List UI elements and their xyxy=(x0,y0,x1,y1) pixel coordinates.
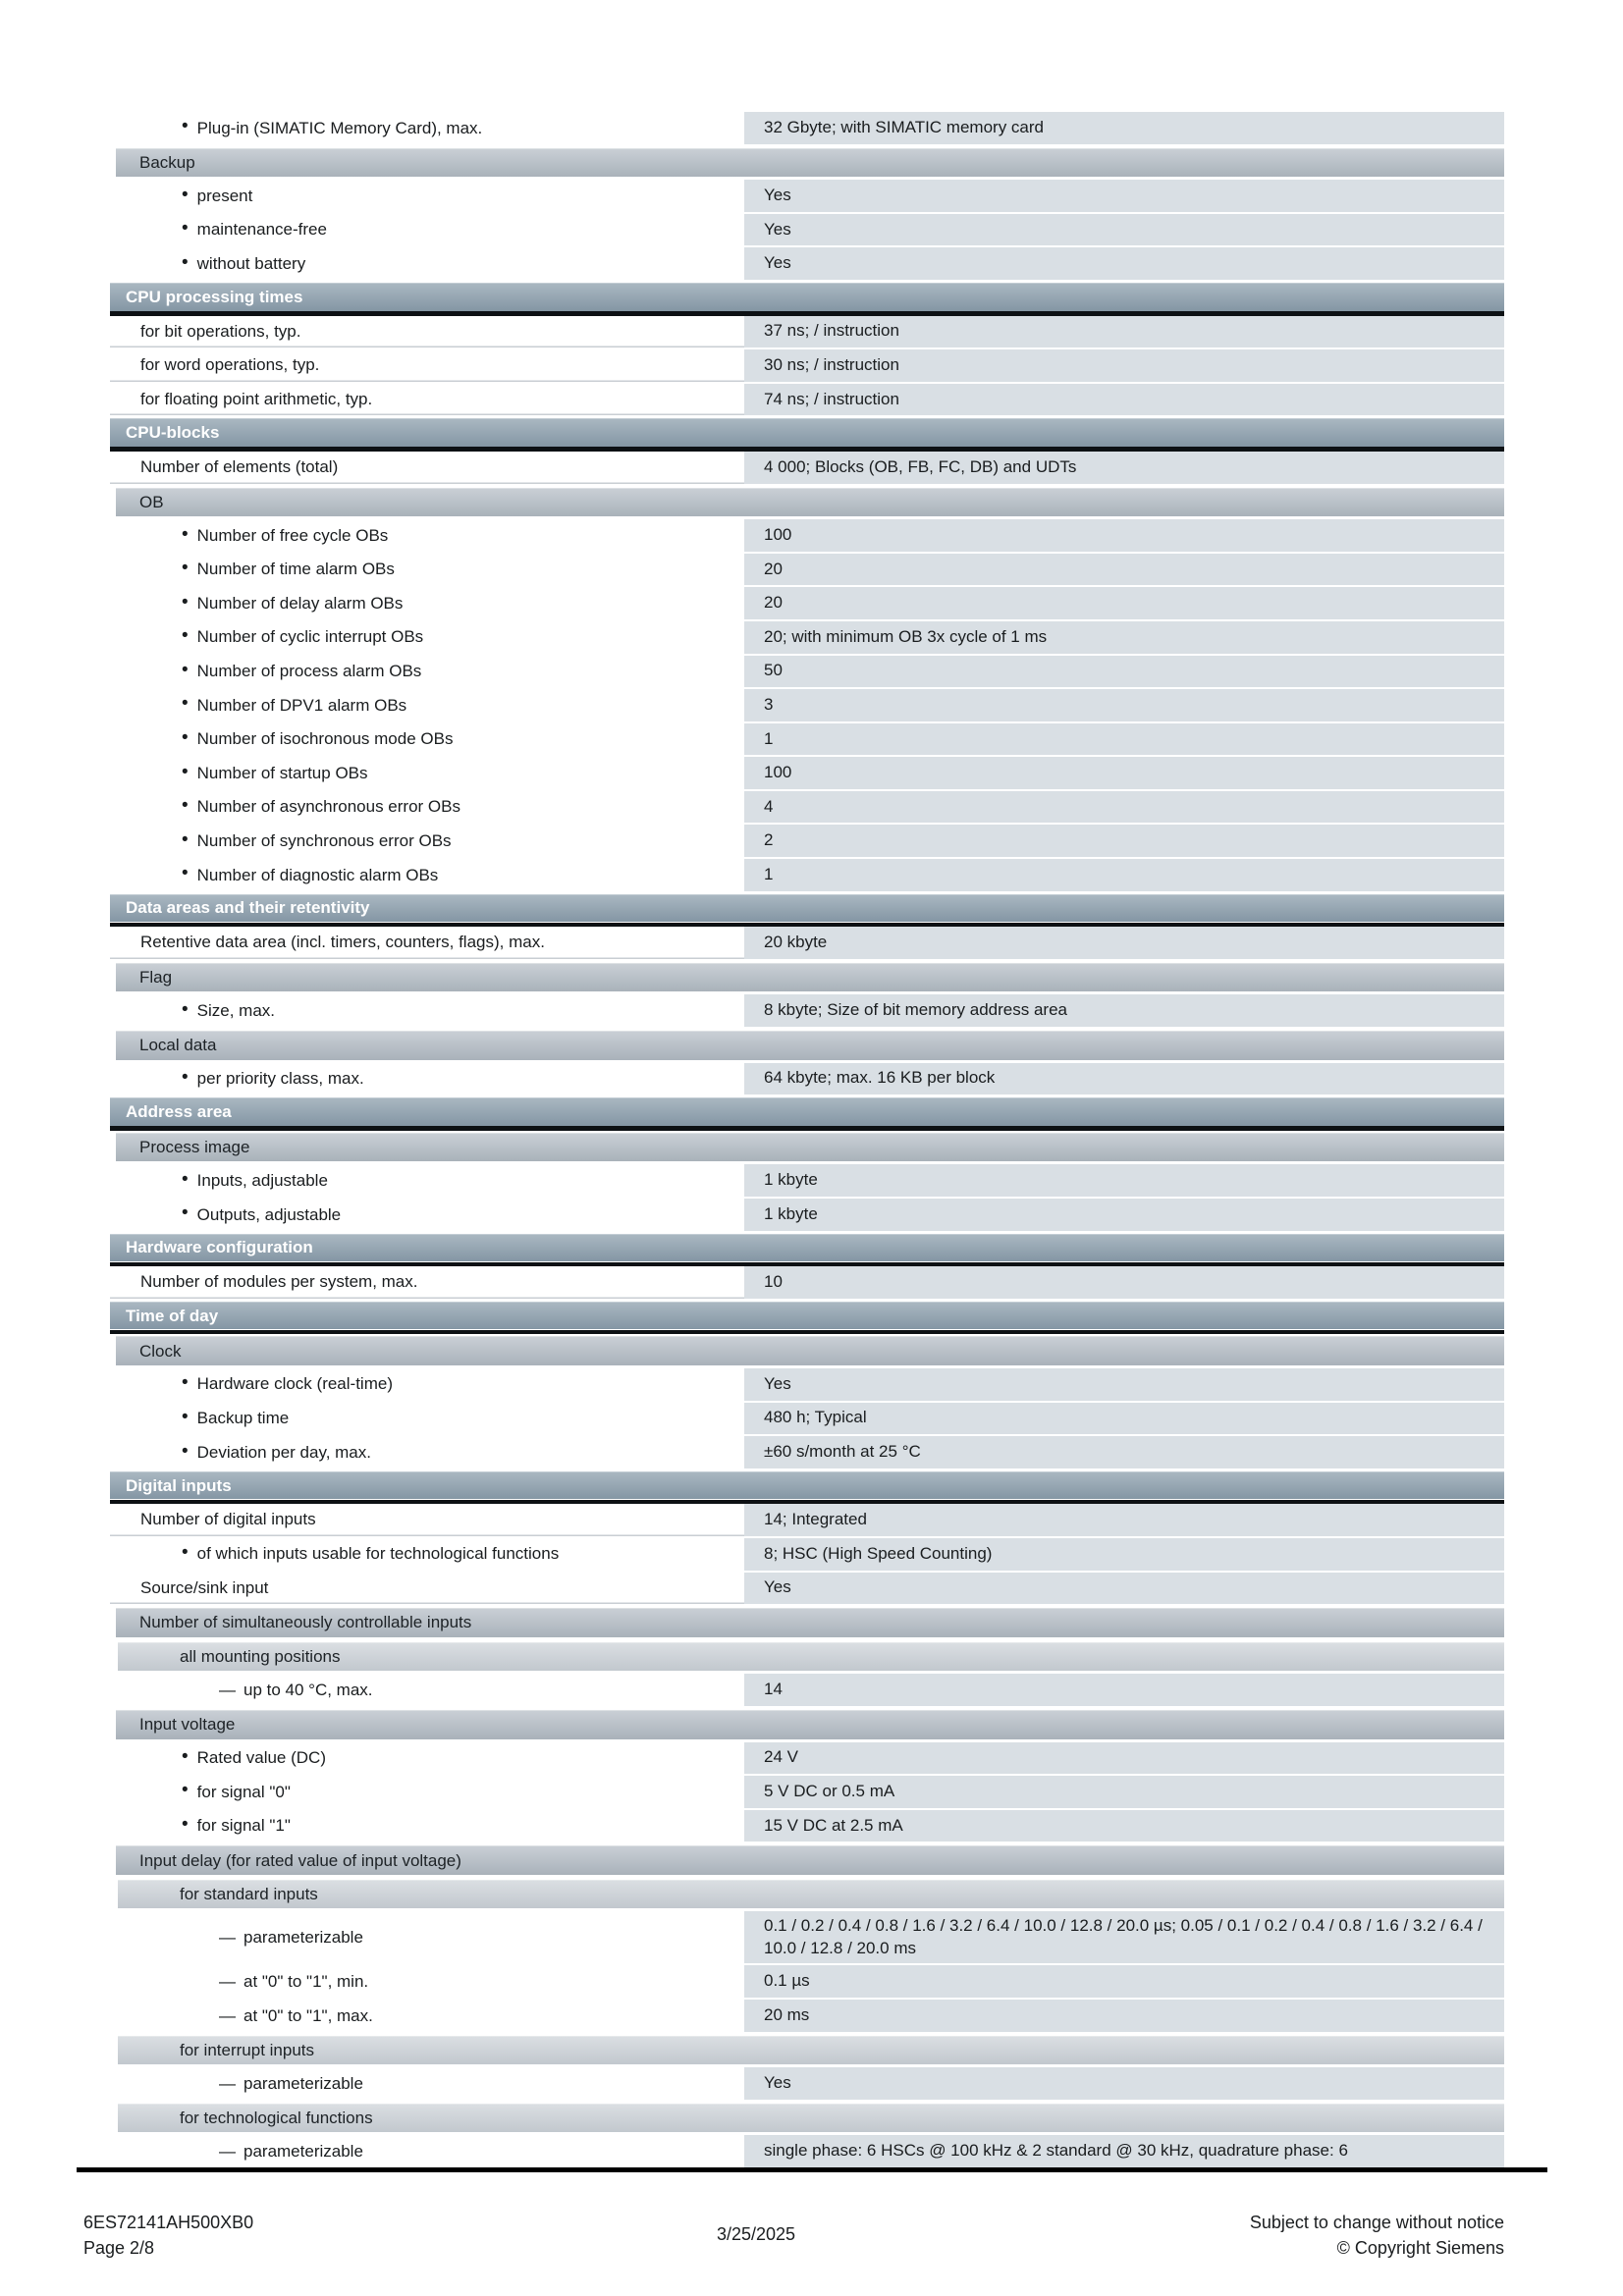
spec-row xyxy=(110,247,1504,282)
spec-row xyxy=(110,1199,1504,1233)
spec-row xyxy=(110,1368,1504,1403)
subsection-header-row xyxy=(110,1640,1504,1675)
spec-label: • Outputs, adjustable xyxy=(110,1199,804,1231)
section-header: Address area xyxy=(110,1097,1504,1126)
spec-value: 1 xyxy=(744,859,1504,891)
spec-row xyxy=(110,554,1504,588)
spec-row xyxy=(110,452,1504,486)
spec-label: • Backup time xyxy=(110,1403,804,1435)
spec-label: for floating point arithmetic, typ. xyxy=(110,384,763,416)
spec-row xyxy=(110,1911,1504,1965)
spec-value: 1 xyxy=(744,723,1504,756)
spec-row xyxy=(110,1063,1504,1097)
spec-label: • without battery xyxy=(110,247,804,280)
spec-value: 74 ns; / instruction xyxy=(744,384,1504,416)
spec-label: • Size, max. xyxy=(110,994,804,1027)
spec-row xyxy=(110,2000,1504,2034)
spec-label: Number of modules per system, max. xyxy=(110,1266,763,1299)
spec-row xyxy=(110,621,1504,656)
spec-value: 480 h; Typical xyxy=(744,1403,1504,1435)
subsection-header-row xyxy=(110,2034,1504,2068)
subsection-header: Clock xyxy=(116,1336,1504,1365)
spec-row xyxy=(110,1436,1504,1470)
spec-row xyxy=(110,214,1504,248)
spec-value: 24 V xyxy=(744,1742,1504,1775)
spec-value: 14; Integrated xyxy=(744,1504,1504,1536)
spec-label: — parameterizable xyxy=(110,2135,841,2167)
spec-row xyxy=(110,791,1504,826)
spec-row xyxy=(110,349,1504,384)
section-header: Data areas and their retentivity xyxy=(110,894,1504,923)
subsection-header: Input voltage xyxy=(116,1710,1504,1739)
spec-label: — at "0" to "1", max. xyxy=(110,2000,841,2032)
spec-value: single phase: 6 HSCs @ 100 kHz & 2 standard @ 30 kHz, quadrature phase: 6 xyxy=(744,2135,1504,2167)
spec-row xyxy=(110,1742,1504,1777)
subsection-header-row xyxy=(110,1029,1504,1063)
spec-value: 8; HSC (High Speed Counting) xyxy=(744,1538,1504,1571)
spec-row xyxy=(110,519,1504,554)
footer-date: 3/25/2025 xyxy=(716,2224,796,2244)
spec-label: • for signal "0" xyxy=(110,1776,804,1808)
spec-row xyxy=(110,112,1504,146)
spec-row xyxy=(110,587,1504,621)
spec-label: • Number of isochronous mode OBs xyxy=(110,723,804,756)
subsection-header: Local data xyxy=(116,1031,1504,1060)
spec-label: • Inputs, adjustable xyxy=(110,1164,804,1197)
subsection-header: Flag xyxy=(116,963,1504,992)
subsection-header-row xyxy=(110,486,1504,520)
spec-row xyxy=(110,2067,1504,2102)
subsection-header-row xyxy=(110,961,1504,995)
spec-value: 8 kbyte; Size of bit memory address area xyxy=(744,994,1504,1027)
spec-label: Retentive data area (incl. timers, counters, flags), max. xyxy=(110,927,763,959)
spec-row xyxy=(110,2135,1504,2169)
footer-page-number: Page 2/8 xyxy=(83,2238,155,2258)
spec-value: 5 V DC or 0.5 mA xyxy=(744,1776,1504,1808)
subsection-header-row xyxy=(110,146,1504,181)
spec-row xyxy=(110,1266,1504,1301)
spec-label: — parameterizable xyxy=(110,1911,841,1963)
spec-value: Yes xyxy=(744,1368,1504,1401)
spec-table xyxy=(110,112,1504,2171)
spec-row xyxy=(110,316,1504,350)
spec-row xyxy=(110,1674,1504,1708)
subsection-header: for interrupt inputs xyxy=(118,2036,1504,2065)
spec-value: 20 xyxy=(744,554,1504,586)
spec-value: ±60 s/month at 25 °C xyxy=(744,1436,1504,1468)
spec-row xyxy=(110,1810,1504,1844)
section-header-row xyxy=(110,417,1504,452)
spec-value: 1 kbyte xyxy=(744,1199,1504,1231)
spec-value: 10 xyxy=(744,1266,1504,1299)
spec-row xyxy=(110,994,1504,1029)
spec-row xyxy=(110,723,1504,758)
spec-label: • Number of cyclic interrupt OBs xyxy=(110,621,804,654)
spec-value: 0.1 / 0.2 / 0.4 / 0.8 / 1.6 / 3.2 / 6.4 / 10.0 / 12.8 / 20.0 µs; 0.05 / 0.1 / 0.2 / 0.4 / 0.8 / 1.6 / 3.2 / 6.4 / 10.0 / 12.8 / 20.0 ms xyxy=(744,1911,1504,1963)
spec-value: 20 kbyte xyxy=(744,927,1504,959)
subsection-header: OB xyxy=(116,488,1504,517)
spec-row xyxy=(110,656,1504,690)
section-header-row xyxy=(110,282,1504,316)
footer-notice: Subject to change without notice xyxy=(1249,2213,1504,2232)
section-header-row xyxy=(110,1233,1504,1267)
spec-label: • per priority class, max. xyxy=(110,1063,804,1095)
spec-label: • Number of startup OBs xyxy=(110,757,804,789)
spec-row xyxy=(110,927,1504,961)
subsection-header: Number of simultaneously controllable inputs xyxy=(116,1608,1504,1637)
spec-value: 37 ns; / instruction xyxy=(744,316,1504,348)
section-header: CPU-blocks xyxy=(110,418,1504,447)
spec-value: 2 xyxy=(744,825,1504,857)
section-header-row xyxy=(110,1470,1504,1505)
footer-part-number: 6ES72141AH500XB0 xyxy=(83,2213,254,2232)
spec-label: • Rated value (DC) xyxy=(110,1742,804,1775)
section-header-row xyxy=(110,1301,1504,1335)
spec-value: Yes xyxy=(744,247,1504,280)
spec-row xyxy=(110,689,1504,723)
subsection-header-row xyxy=(110,2102,1504,2136)
section-header-row xyxy=(110,893,1504,928)
spec-row xyxy=(110,859,1504,893)
spec-row xyxy=(110,1504,1504,1538)
spec-label: • Number of process alarm OBs xyxy=(110,656,804,688)
spec-row xyxy=(110,757,1504,791)
subsection-header-row xyxy=(110,1878,1504,1912)
spec-value: 20 xyxy=(744,587,1504,619)
spec-value: 100 xyxy=(744,757,1504,789)
spec-label: • Number of asynchronous error OBs xyxy=(110,791,804,824)
subsection-header-row xyxy=(110,1843,1504,1878)
spec-value: 4 xyxy=(744,791,1504,824)
spec-value: Yes xyxy=(744,214,1504,246)
spec-label: • for signal "1" xyxy=(110,1810,804,1842)
spec-value: Yes xyxy=(744,2067,1504,2100)
spec-label: • Number of time alarm OBs xyxy=(110,554,804,586)
spec-row xyxy=(110,825,1504,859)
subsection-header: Process image xyxy=(116,1133,1504,1162)
spec-label: • present xyxy=(110,180,804,212)
spec-row xyxy=(110,384,1504,418)
spec-label: for bit operations, typ. xyxy=(110,316,763,348)
spec-value: Yes xyxy=(744,1573,1504,1605)
subsection-header: for standard inputs xyxy=(118,1880,1504,1909)
spec-row xyxy=(110,1164,1504,1199)
spec-label: • Number of diagnostic alarm OBs xyxy=(110,859,804,891)
spec-label: • Number of DPV1 alarm OBs xyxy=(110,689,804,721)
spec-label: • Plug-in (SIMATIC Memory Card), max. xyxy=(110,112,804,144)
spec-value: 3 xyxy=(744,689,1504,721)
spec-row xyxy=(110,1403,1504,1437)
spec-label: Number of digital inputs xyxy=(110,1504,763,1536)
subsection-header: for technological functions xyxy=(118,2104,1504,2133)
spec-value: 14 xyxy=(744,1674,1504,1706)
spec-label: Number of elements (total) xyxy=(110,452,763,484)
spec-value: 30 ns; / instruction xyxy=(744,349,1504,382)
section-header: Digital inputs xyxy=(110,1471,1504,1500)
subsection-header-row xyxy=(110,1334,1504,1368)
spec-label: — up to 40 °C, max. xyxy=(110,1674,841,1706)
spec-row xyxy=(110,180,1504,214)
spec-value: 4 000; Blocks (OB, FB, FC, DB) and UDTs xyxy=(744,452,1504,484)
spec-label: — parameterizable xyxy=(110,2067,841,2100)
spec-value: 64 kbyte; max. 16 KB per block xyxy=(744,1063,1504,1095)
subsection-header: Backup xyxy=(116,148,1504,178)
spec-value: 0.1 µs xyxy=(744,1965,1504,1998)
section-header: CPU processing times xyxy=(110,283,1504,311)
spec-value: 15 V DC at 2.5 mA xyxy=(744,1810,1504,1842)
spec-row xyxy=(110,1573,1504,1607)
spec-value: 1 kbyte xyxy=(744,1164,1504,1197)
section-header-row xyxy=(110,1096,1504,1131)
spec-label: — at "0" to "1", min. xyxy=(110,1965,841,1998)
spec-value: Yes xyxy=(744,180,1504,212)
spec-label: • Number of synchronous error OBs xyxy=(110,825,804,857)
page-bottom-rule xyxy=(77,2167,1547,2172)
subsection-header-row xyxy=(110,1606,1504,1640)
section-header: Time of day xyxy=(110,1302,1504,1330)
spec-label: • Number of delay alarm OBs xyxy=(110,587,804,619)
spec-label: • of which inputs usable for technological functions xyxy=(110,1538,804,1571)
spec-label: • Deviation per day, max. xyxy=(110,1436,804,1468)
subsection-header-row xyxy=(110,1131,1504,1165)
footer-copyright: © Copyright Siemens xyxy=(1336,2238,1504,2258)
spec-label: Source/sink input xyxy=(110,1573,763,1605)
section-header: Hardware configuration xyxy=(110,1234,1504,1262)
spec-label: for word operations, typ. xyxy=(110,349,763,382)
spec-label: • Hardware clock (real-time) xyxy=(110,1368,804,1401)
spec-row xyxy=(110,1538,1504,1573)
spec-value: 20; with minimum OB 3x cycle of 1 ms xyxy=(744,621,1504,654)
spec-value: 20 ms xyxy=(744,2000,1504,2032)
spec-row xyxy=(110,1965,1504,2000)
spec-value: 50 xyxy=(744,656,1504,688)
subsection-header: all mounting positions xyxy=(118,1642,1504,1672)
spec-value: 100 xyxy=(744,519,1504,552)
spec-label: • maintenance-free xyxy=(110,214,804,246)
spec-value: 32 Gbyte; with SIMATIC memory card xyxy=(744,112,1504,144)
subsection-header: Input delay (for rated value of input voltage) xyxy=(116,1845,1504,1875)
subsection-header-row xyxy=(110,1708,1504,1742)
spec-row xyxy=(110,1776,1504,1810)
spec-label: • Number of free cycle OBs xyxy=(110,519,804,552)
